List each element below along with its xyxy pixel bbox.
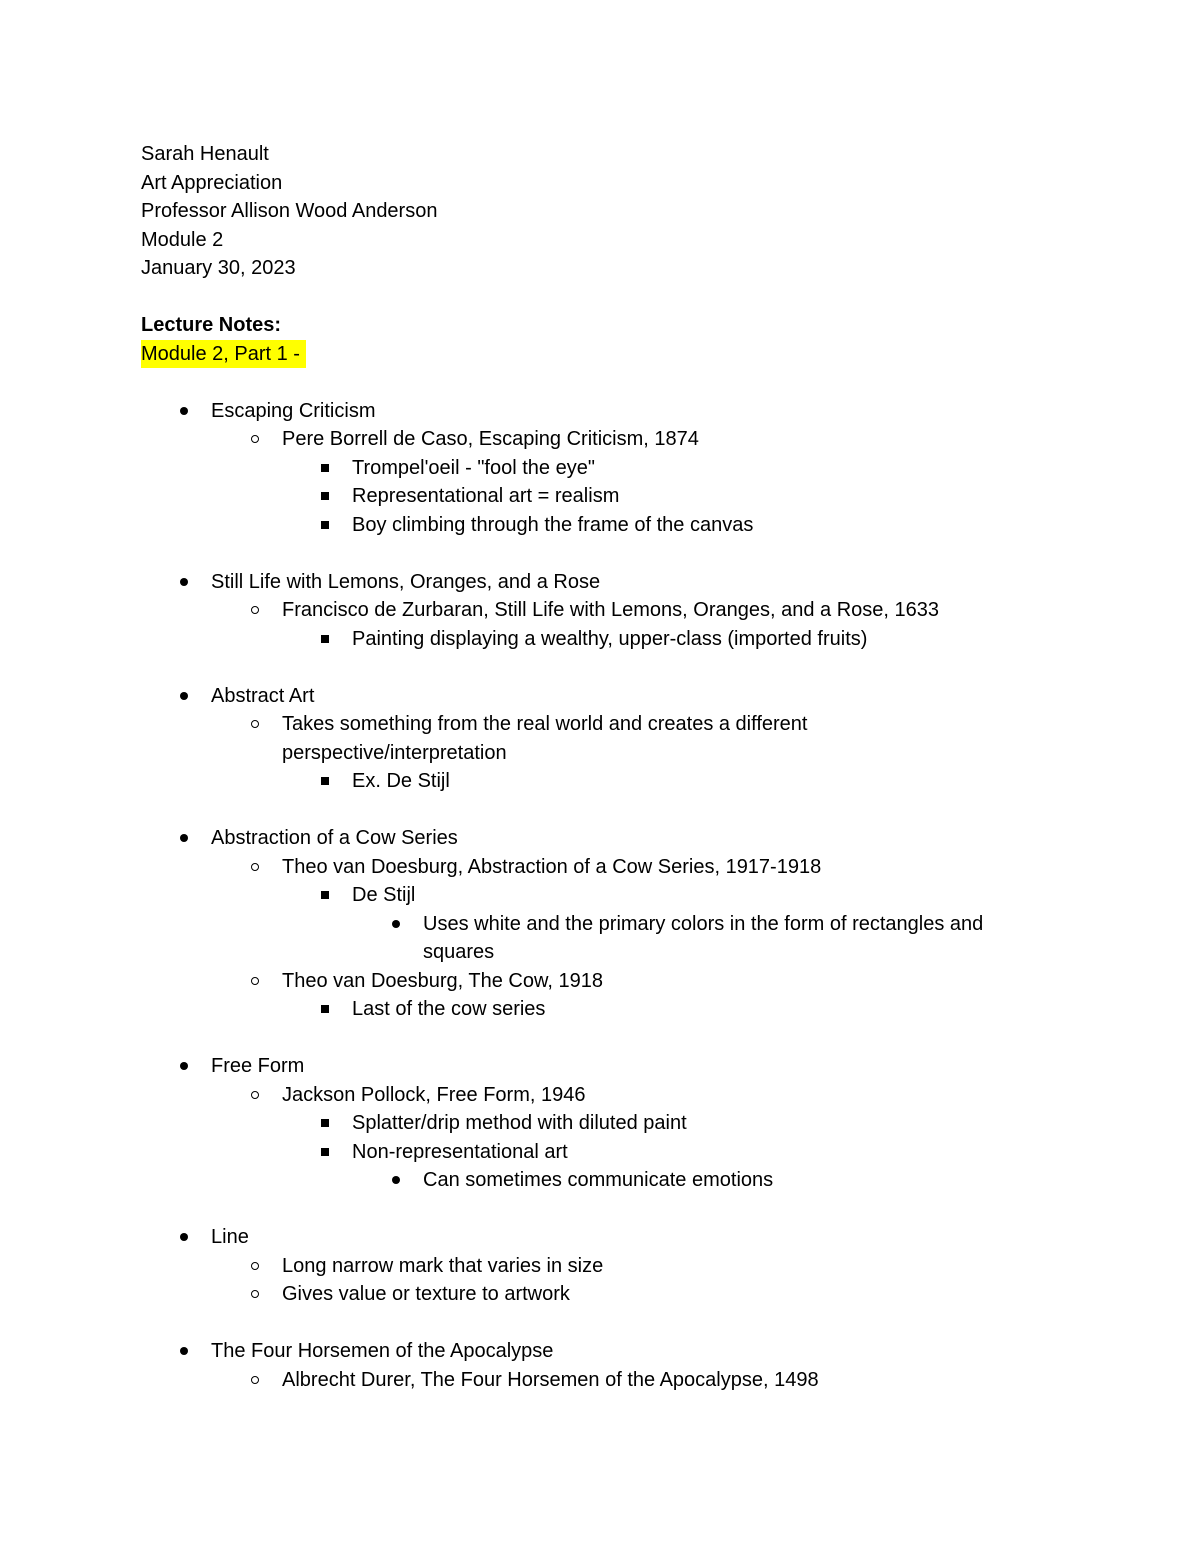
section-title-highlight: Module 2, Part 1 - xyxy=(141,340,306,368)
bullet-square-icon xyxy=(318,767,332,796)
list-item: Last of the cow series xyxy=(141,995,1141,1024)
bullet-square-icon xyxy=(318,1138,332,1167)
document-date: January 30, 2023 xyxy=(141,257,296,279)
bullet-dot-icon xyxy=(177,682,191,711)
bullet-dot-icon xyxy=(177,568,191,597)
list-item: Theo van Doesburg, Abstraction of a Cow Series, 1917-1918 xyxy=(141,853,1141,882)
bullet-dot-icon xyxy=(177,1052,191,1081)
list-item: Escaping Criticism xyxy=(141,397,1141,426)
bullet-dot-icon xyxy=(177,1337,191,1366)
spacer xyxy=(141,1195,1141,1224)
list-item: Pere Borrell de Caso, Escaping Criticism, 1874 xyxy=(141,425,1141,454)
bullet-circle-icon xyxy=(248,710,262,739)
bullet-square-icon xyxy=(318,511,332,540)
bullet-square-icon xyxy=(318,881,332,910)
spacer xyxy=(141,539,1141,568)
list-item: Abstraction of a Cow Series xyxy=(141,824,1141,853)
professor-name: Professor Allison Wood Anderson xyxy=(141,200,438,222)
document-page xyxy=(141,140,1141,1394)
spacer xyxy=(141,1024,1141,1053)
list-item: De Stijl xyxy=(141,881,1141,910)
list-item: Splatter/drip method with diluted paint xyxy=(141,1109,1141,1138)
course-name: Art Appreciation xyxy=(141,171,283,194)
list-item: Boy climbing through the frame of the canvas xyxy=(141,511,1141,540)
list-item: Gives value or texture to artwork xyxy=(141,1280,1141,1309)
list-item: Free Form xyxy=(141,1052,1141,1081)
list-item: Trompel'oeil - "fool the eye" xyxy=(141,454,1141,483)
bullet-square-icon xyxy=(318,995,332,1024)
spacer xyxy=(141,653,1141,682)
list-item: Takes something from the real world and creates a different perspective/interpretation xyxy=(141,710,1141,767)
notes-outline xyxy=(141,397,1141,1395)
list-item: Albrecht Durer, The Four Horsemen of the Apocalypse, 1498 xyxy=(141,1366,1141,1395)
spacer xyxy=(141,796,1141,825)
list-item: The Four Horsemen of the Apocalypse xyxy=(141,1337,1141,1366)
list-item: Non-representational art xyxy=(141,1138,1141,1167)
bullet-dot-icon xyxy=(389,1166,403,1195)
bullet-square-icon xyxy=(318,625,332,654)
list-item: Jackson Pollock, Free Form, 1946 xyxy=(141,1081,1141,1110)
lecture-notes-heading: Lecture Notes: xyxy=(141,314,282,336)
list-item: Theo van Doesburg, The Cow, 1918 xyxy=(141,967,1141,996)
list-item: Can sometimes communicate emotions xyxy=(141,1166,1141,1195)
spacer xyxy=(141,1309,1141,1338)
bullet-square-icon xyxy=(318,1109,332,1138)
student-name: Sarah Henault xyxy=(141,143,269,165)
section-title-row xyxy=(141,340,1141,369)
bullet-circle-icon xyxy=(248,1252,262,1281)
bullet-dot-icon xyxy=(389,910,403,939)
list-item: Still Life with Lemons, Oranges, and a Rose xyxy=(141,568,1141,597)
bullet-circle-icon xyxy=(248,853,262,882)
bullet-square-icon xyxy=(318,454,332,483)
bullet-dot-icon xyxy=(177,1223,191,1252)
bullet-circle-icon xyxy=(248,1280,262,1309)
module-label: Module 2 xyxy=(141,228,224,251)
list-item: Uses white and the primary colors in the form of rectangles and squares xyxy=(141,910,1141,967)
bullet-circle-icon xyxy=(248,425,262,454)
bullet-dot-icon xyxy=(177,397,191,426)
bullet-circle-icon xyxy=(248,1081,262,1110)
bullet-square-icon xyxy=(318,482,332,511)
list-item: Abstract Art xyxy=(141,682,1141,711)
spacer xyxy=(141,283,1141,312)
list-item: Francisco de Zurbaran, Still Life with Lemons, Oranges, and a Rose, 1633 xyxy=(141,596,1141,625)
bullet-circle-icon xyxy=(248,596,262,625)
list-item: Long narrow mark that varies in size xyxy=(141,1252,1141,1281)
bullet-circle-icon xyxy=(248,967,262,996)
list-item: Painting displaying a wealthy, upper-class (imported fruits) xyxy=(141,625,1141,654)
list-item: Representational art = realism xyxy=(141,482,1141,511)
list-item: Ex. De Stijl xyxy=(141,767,1141,796)
bullet-dot-icon xyxy=(177,824,191,853)
list-item: Line xyxy=(141,1223,1141,1252)
spacer xyxy=(141,368,1141,397)
bullet-circle-icon xyxy=(248,1366,262,1395)
